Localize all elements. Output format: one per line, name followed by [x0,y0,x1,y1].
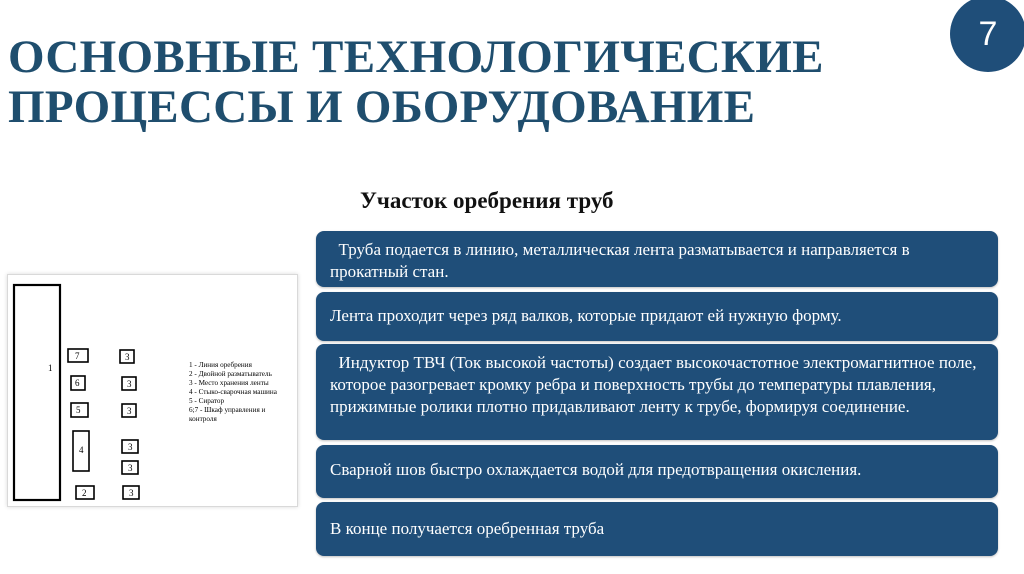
diagram-label-4: 4 [79,445,84,455]
section-subtitle: Участок оребрения труб [360,188,614,213]
diagram-label-7: 7 [75,351,80,361]
diagram-label-5: 5 [76,405,81,415]
process-step-text: Труба подается в линию, металлическая лента разматывается и направляется в прокатный стан. [330,240,914,281]
process-step-text: Индуктор ТВЧ (Ток высокой частоты) создает высокочастотное электромагнитное поле, которое разогревает кромку ребра и поверхность трубы до температуры плавления, прижимные ролики плотно придавливают ленту к трубе, формируя соединение. [330,353,981,416]
diagram-label-3e: 3 [128,463,133,473]
diagram-legend-item: 1 - Линия оребрения [189,361,252,369]
process-step-card [316,231,998,287]
process-step-text: В конце получается оребренная труба [330,519,605,538]
diagram-legend-item: контроля [189,415,217,423]
slide-title-line-2: ПРОЦЕССЫ И ОБОРУДОВАНИЕ [8,81,756,133]
process-step-text: Сварной шов быстро охлаждается водой для предотвращения окисления. [330,460,862,479]
diagram-label-3a: 3 [125,352,130,362]
layout-diagram [7,274,298,507]
diagram-box-1 [14,285,60,500]
diagram-label-3c: 3 [127,406,132,416]
diagram-legend-item: 4 - Стыко-сварочная машина [189,388,277,396]
diagram-legend-item: 3 - Место хранения ленты [189,379,269,387]
diagram-label-2: 2 [82,488,87,498]
diagram-legend-item: 5 - Сиратор [189,397,225,405]
diagram-legend-item: 2 - Двойной разматыватель [189,370,272,378]
diagram-label-3d: 3 [128,442,133,452]
diagram-legend-item: 6;7 - Шкаф управления и [189,406,266,414]
diagram-label-3f: 3 [129,488,134,498]
slide-title-line-1: ОСНОВНЫЕ ТЕХНОЛОГИЧЕСКИЕ [8,31,824,83]
process-step-card [316,344,998,440]
slide-title [8,32,888,132]
diagram-label-1: 1 [48,363,53,373]
process-step-card [316,292,998,341]
diagram-label-3b: 3 [127,379,132,389]
process-step-card [316,445,998,498]
process-step-text: Лента проходит через ряд валков, которые придают ей нужную форму. [330,306,842,325]
process-step-card [316,502,998,556]
page-number-badge: 7 [950,0,1024,72]
diagram-label-6: 6 [75,378,80,388]
layout-diagram-svg [8,275,299,508]
